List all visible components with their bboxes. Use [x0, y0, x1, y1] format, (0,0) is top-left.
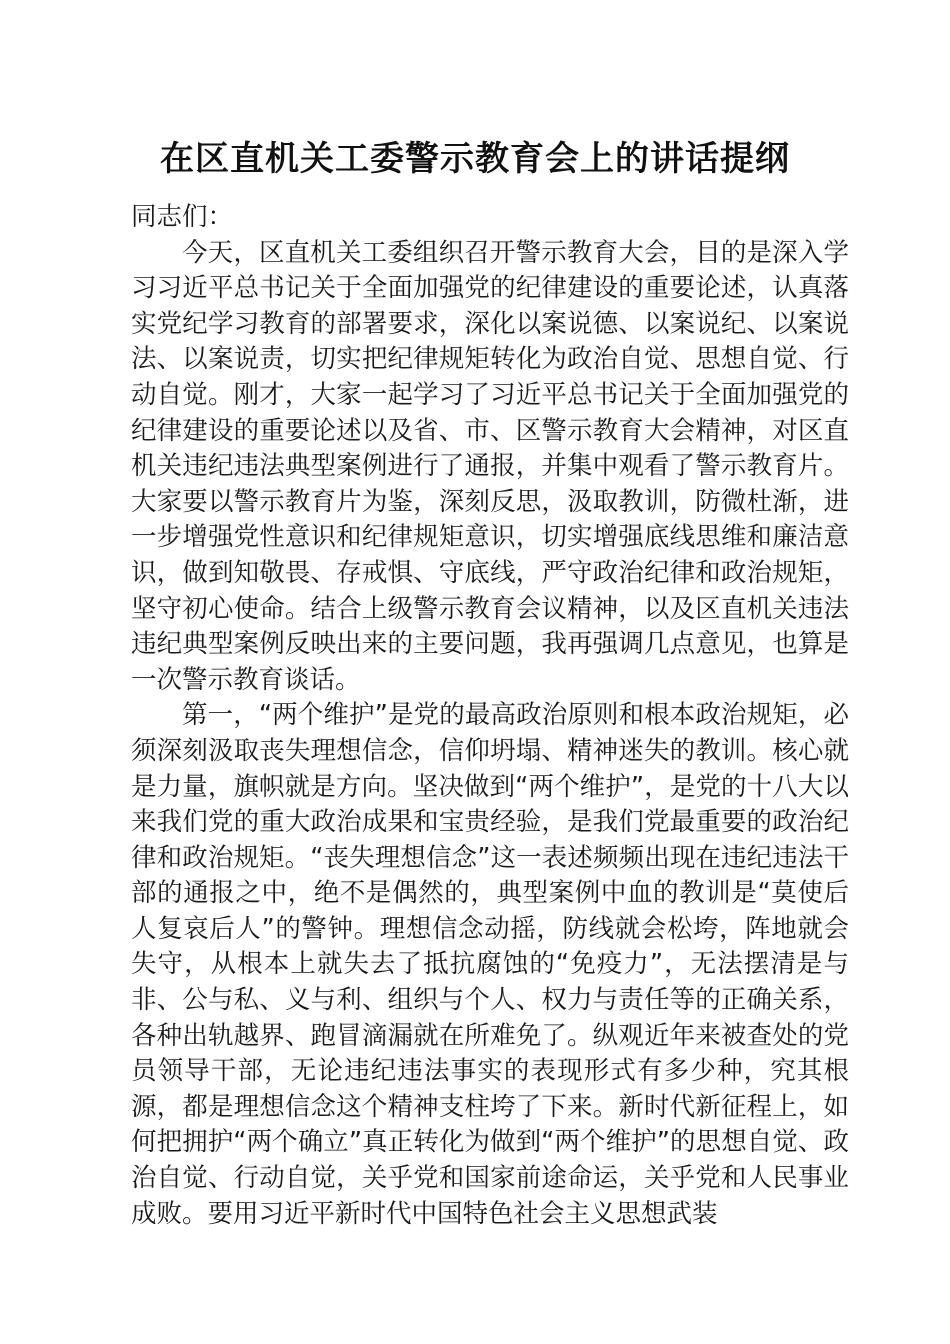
document-body	[131, 200, 849, 1232]
document-title: 在区直机关工委警示教育会上的讲话提纲	[160, 139, 790, 179]
salutation: 同志们：	[131, 202, 234, 232]
paragraph-intro: 今天，区直机关工委组织召开警示教育大会，目的是深入学习习近平总书记关于全面加强党的纪律建设的重要论述，认真落实党纪学习教育的部署要求，深化以案说德、以案说纪、以案说法、以案说责，切实把纪律规矩转化为政治自觉、思想自觉、行动自觉。刚才，大家一起学习了习近平总书记关于全面加强党的纪律建设的重要论述以及省、市、区警示教育大会精神，对区直机关违纪违法典型案例进行了通报，并集中观看了警示教育片。大家要以警示教育片为鉴，深刻反思，汲取教训，防微杜渐，进一步增强党性意识和纪律规矩意识，切实增强底线思维和廉洁意识，做到知敬畏、存戒惧、守底线，严守政治纪律和政治规矩，坚守初心使命。结合上级警示教育会议精神，以及区直机关违法违纪典型案例反映出来的主要问题，我再强调几点意见，也算是一次警示教育谈话。	[131, 237, 849, 695]
paragraph-point-one: 第一，“两个维护”是党的最高政治原则和根本政治规矩，必须深刻汲取丧失理想信念，信仰坍塌、精神迷失的教训。核心就是力量，旗帜就是方向。坚决做到“两个维护”，是党的十八大以来我们党的重大政治成果和宝贵经验，是我们党最重要的政治纪律和政治规矩。“丧失理想信念”这一表述频频出现在违纪违法干部的通报之中，绝不是偶然的，典型案例中血的教训是“莫使后人复哀后人”的警钟。理想信念动摇，防线就会松垮，阵地就会失守，从根本上就失去了抵抗腐蚀的“免疫力”，无法摆清是与非、公与私、义与利、组织与个人、权力与责任等的正确关系，各种出轨越界、跑冒滴漏就在所难免了。纵观近年来被查处的党员领导干部，无论违纪违法事实的表现形式有多少种，究其根源，都是理想信念这个精神支柱垮了下来。新时代新征程上，如何把拥护“两个确立”真正转化为做到“两个维护”的思想自觉、政治自觉、行动自觉，关乎党和国家前途命运，关乎党和人民事业成败。要用习近平新时代中国特色社会主义思想武装	[131, 700, 849, 1229]
